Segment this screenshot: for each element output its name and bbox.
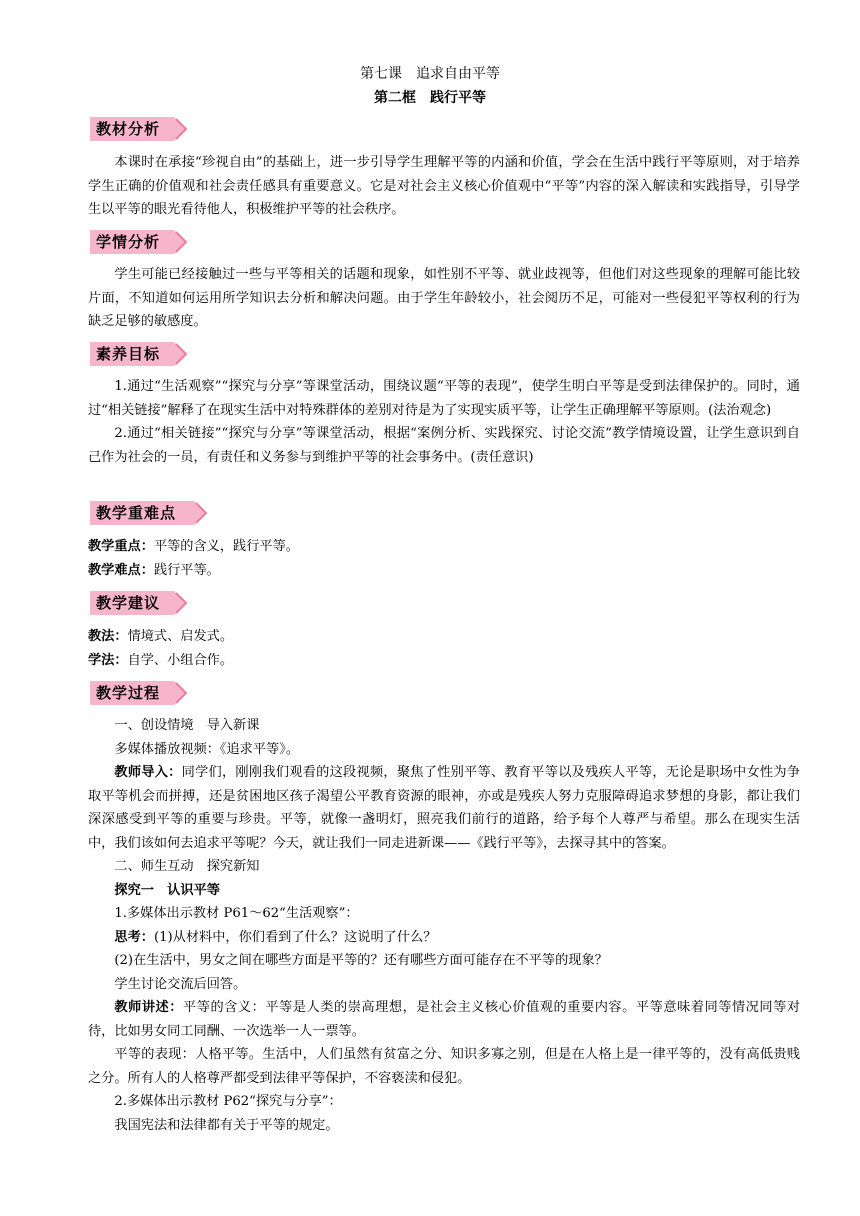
material-text [88, 151, 800, 222]
lesson-title: 第七课 追求自由平等 [360, 66, 500, 82]
difficulty-text: 践行平等。 [153, 562, 220, 578]
paragraph: 学生讨论交流后回答。 [114, 976, 247, 992]
paragraph: 2.多媒体出示教材 P62“探究与分享”： [114, 1094, 342, 1109]
difficulty-label: 教学难点： [88, 562, 154, 578]
heading-students: 学情分析 [96, 233, 161, 251]
focus-label: 教学重点： [88, 539, 154, 554]
think-text: (1)从材料中，你们看到了什么？这说明了什么？ [153, 929, 437, 945]
heading-material: 教材分析 [96, 120, 161, 138]
step-heading: 一、创设情境 导入新课 [114, 718, 260, 733]
explain-text: 平等的含义：平等是人类的崇高理想，是社会主义核心价值观的重要内容。平等意味着同等情况同等对待，比如男女同工同酬、一次选举一人一票等。 [88, 1000, 801, 1039]
goals-text [88, 375, 800, 469]
paragraph: 多媒体播放视频：《追求平等》。 [114, 741, 300, 757]
teach-text: 情境式、启发式。 [127, 629, 234, 644]
intro-text: 同学们，刚刚我们观看的这段视频，聚焦了性别平等、教育平等以及残疾人平等，无论是职场中女性为争取平等机会而拼搏，还是贫困地区孩子渴望公平教育资源的眼神，亦或是残疾人努力克服障碍追求梦想的身影，都让我们深深感受到平等的重要与珍贵。平等，就像一盏明灯，照亮我们前行的道路，给予每个人尊严与希望。那么在现实生活中，我们该如何去追求平等呢？今天，就让我们一同走进新课——《践行平等》，去探寻其中的答案。 [88, 765, 801, 851]
heading-process: 教学过程 [96, 684, 161, 702]
keypoints-text [88, 535, 800, 582]
explore-heading: 探究一 认识平等 [114, 882, 220, 898]
learn-label: 学法： [88, 652, 128, 668]
intro-label: 教师导入： [114, 765, 182, 780]
heading-advice: 教学建议 [96, 594, 161, 612]
heading-badge-students [90, 230, 186, 254]
paragraph: 2.通过“相关链接”“探究与分享”等课堂活动，根据“案例分析、实践探究、讨论交流”教学情境设置，让学生意识到自己作为社会的一员，有责任和义务参与到维护平等的社会事务中。(责任意识) [88, 426, 800, 465]
heading-badge-advice [90, 591, 186, 615]
heading-badge-process [90, 681, 186, 705]
advice-text [88, 625, 800, 672]
explain-label: 教师讲述： [114, 1000, 184, 1015]
step-heading: 二、师生互动 探究新知 [114, 859, 260, 874]
students-text [88, 263, 800, 334]
heading-badge-keypoints [90, 501, 210, 525]
process-text [88, 714, 800, 1137]
paragraph: 学生可能已经接触过一些与平等相关的话题和现象，如性别不平等、就业歧视等，但他们对这些现象的理解可能比较片面，不知道如何运用所学知识去分析和解决问题。由于学生年龄较小，社会阅历不足，可能对一些侵犯平等权利的行为缺乏足够的敏感度。 [88, 267, 800, 329]
focus-text: 平等的含义，践行平等。 [153, 539, 299, 554]
learn-text: 自学、小组合作。 [127, 652, 234, 668]
heading-keypoints: 教学重难点 [96, 504, 177, 522]
paragraph: 1.多媒体出示教材 P61～62“生活观察”： [114, 906, 359, 921]
heading-goals: 素养目标 [96, 345, 161, 363]
section-title: 第二框 践行平等 [374, 90, 486, 106]
heading-badge-goals [90, 342, 186, 366]
think-label: 思考： [114, 929, 154, 945]
paragraph: 平等的表现：人格平等。生活中，人们虽然有贫富之分、知识多寡之别，但是在人格上是一律平等的，没有高低贵贱之分。所有人的人格尊严都受到法律平等保护，不容亵渎和侵犯。 [88, 1047, 800, 1086]
paragraph: 1.通过“生活观察”“探究与分享”等课堂活动，围绕议题“平等的表现”，使学生明白平等是受到法律保护的。同时，通过“相关链接”解释了在现实生活中对特殊群体的差别对待是为了实现实质平等，让学生正确理解平等原则。(法治观念) [88, 379, 800, 418]
paragraph: 我国宪法和法律都有关于平等的规定。 [114, 1117, 339, 1133]
teach-label: 教法： [88, 629, 128, 644]
paragraph: (2)在生活中，男女之间在哪些方面是平等的？还有哪些方面可能存在不平等的现象？ [114, 953, 608, 968]
heading-badge-material [90, 117, 186, 141]
paragraph: 本课时在承接“珍视自由”的基础上，进一步引导学生理解平等的内涵和价值，学会在生活中践行平等原则，对于培养学生正确的价值观和社会责任感具有重要意义。它是对社会主义核心价值观中“平等”内容的深入解读和实践指导，引导学生以平等的眼光看待他人，积极维护平等的社会秩序。 [88, 155, 800, 217]
